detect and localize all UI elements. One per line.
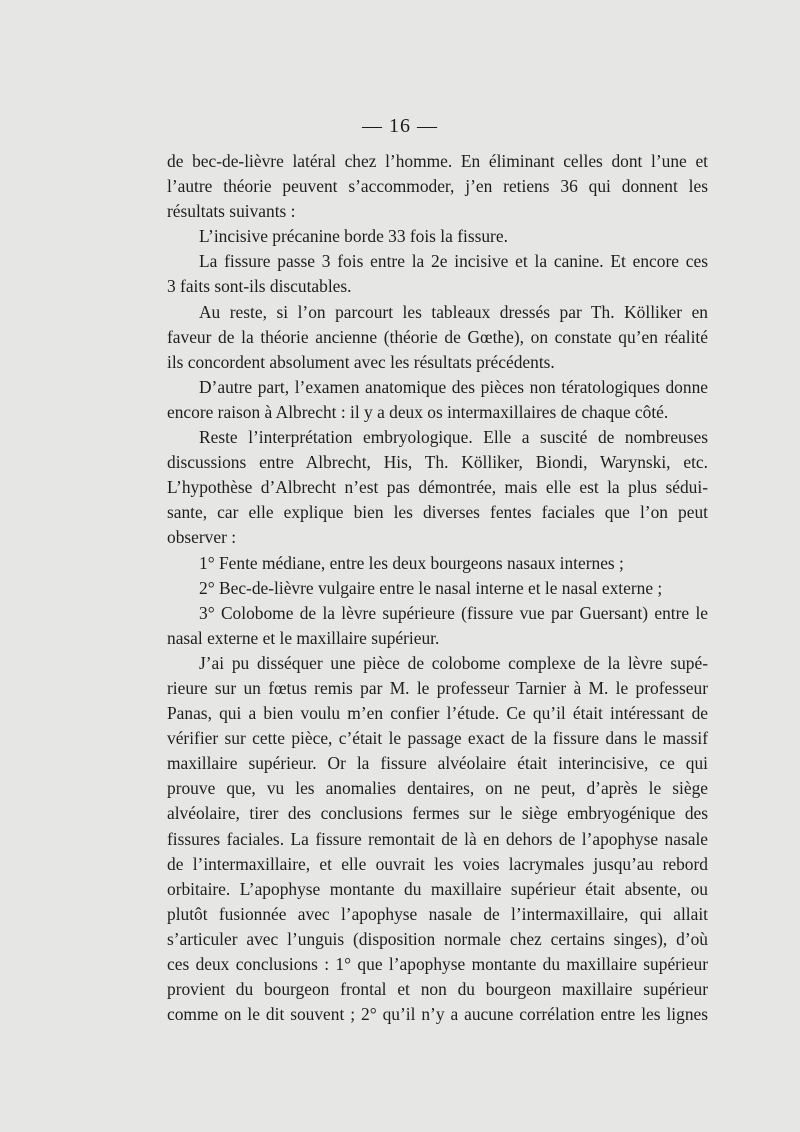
text-line: L’incisive précanine borde 33 fois la fissure.: [199, 226, 508, 247]
text-line: 1° Fente médiane, entre les deux bourgeons nasaux internes ;: [199, 552, 624, 573]
text-line: Reste l’interprétation embryologique. Elle a suscité de nombreuses: [199, 427, 708, 448]
text-line: La fissure passe 3 fois entre la 2e incisive et la canine. Et encore ces: [199, 251, 708, 272]
text-line: orbitaire. L’apophyse montante du maxillaire supérieur était absente, ou: [167, 878, 708, 899]
text-line: comme on le dit souvent ; 2° qu’il n’y a aucune corrélation entre les lignes: [167, 1004, 708, 1025]
text-line: observer :: [167, 527, 237, 548]
text-line: L’hypothèse d’Albrecht n’est pas démontrée, mais elle est la plus sédui-: [167, 477, 708, 498]
text-line: alvéolaire, tirer des conclusions fermes sur le siège embryogénique des: [167, 803, 708, 824]
text-line: J’ai pu disséquer une pièce de colobome complexe de la lèvre supé-: [199, 652, 708, 673]
text-line: de l’intermaxillaire, et elle ouvrait les voies lacrymales jusqu’au rebord: [167, 853, 708, 874]
text-line: provient du bourgeon frontal et non du bourgeon maxillaire supérieur: [167, 979, 708, 1000]
text-line: 3° Colobome de la lèvre supérieure (fissure vue par Guersant) entre le: [199, 602, 708, 623]
text-line: encore raison à Albrecht : il y a deux os intermaxillaires de chaque côté.: [167, 401, 669, 422]
text-line: 2° Bec-de-lièvre vulgaire entre le nasal interne et le nasal externe ;: [199, 577, 663, 598]
text-line: fissures faciales. La fissure remontait de là en dehors de l’apophyse nasale: [167, 828, 708, 849]
text-line: 3 faits sont-ils discutables.: [167, 276, 352, 297]
text-line: faveur de la théorie ancienne (théorie de Gœthe), on constate qu’en réalité: [167, 326, 708, 347]
text-line: ils concordent absolument avec les résultats précédents.: [167, 351, 555, 372]
text-line: résultats suivants :: [167, 201, 296, 222]
text-line: sante, car elle explique bien les diverses fentes faciales que l’on peut: [167, 502, 708, 523]
text-line: rieure sur un fœtus remis par M. le professeur Tarnier à M. le professeur: [167, 677, 708, 698]
text-line: Panas, qui a bien voulu m’en confier l’étude. Ce qu’il était intéressant de: [167, 703, 708, 724]
text-line: D’autre part, l’examen anatomique des pièces non tératologiques donne: [199, 376, 708, 397]
text-line: de bec-de-lièvre latéral chez l’homme. En éliminant celles dont l’une et: [167, 151, 708, 171]
text-line: prouve que, vu les anomalies dentaires, on ne peut, d’après le siège: [167, 778, 708, 799]
body-text: [167, 149, 708, 1027]
text-line: l’autre théorie peuvent s’accommoder, j’en retiens 36 qui donnent les: [167, 176, 708, 197]
text-line: nasal externe et le maxillaire supérieur.: [167, 627, 440, 648]
text-line: Au reste, si l’on parcourt les tableaux dressés par Th. Kölliker en: [199, 301, 708, 322]
text-line: maxillaire supérieur. Or la fissure alvéolaire était interincisive, ce qui: [167, 753, 708, 774]
text-line: discussions entre Albrecht, His, Th. Kölliker, Biondi, Warynski, etc.: [167, 452, 708, 473]
text-line: vérifier sur cette pièce, c’était le passage exact de la fissure dans le massif: [167, 728, 708, 749]
text-line: ces deux conclusions : 1° que l’apophyse montante du maxillaire supérieur: [167, 954, 708, 974]
text-line: s’articuler avec l’unguis (disposition normale chez certains singes), d’où: [167, 928, 708, 949]
text-line: plutôt fusionnée avec l’apophyse nasale de l’intermaxillaire, qui allait: [167, 903, 708, 924]
page-number: — 16 —: [362, 115, 438, 137]
